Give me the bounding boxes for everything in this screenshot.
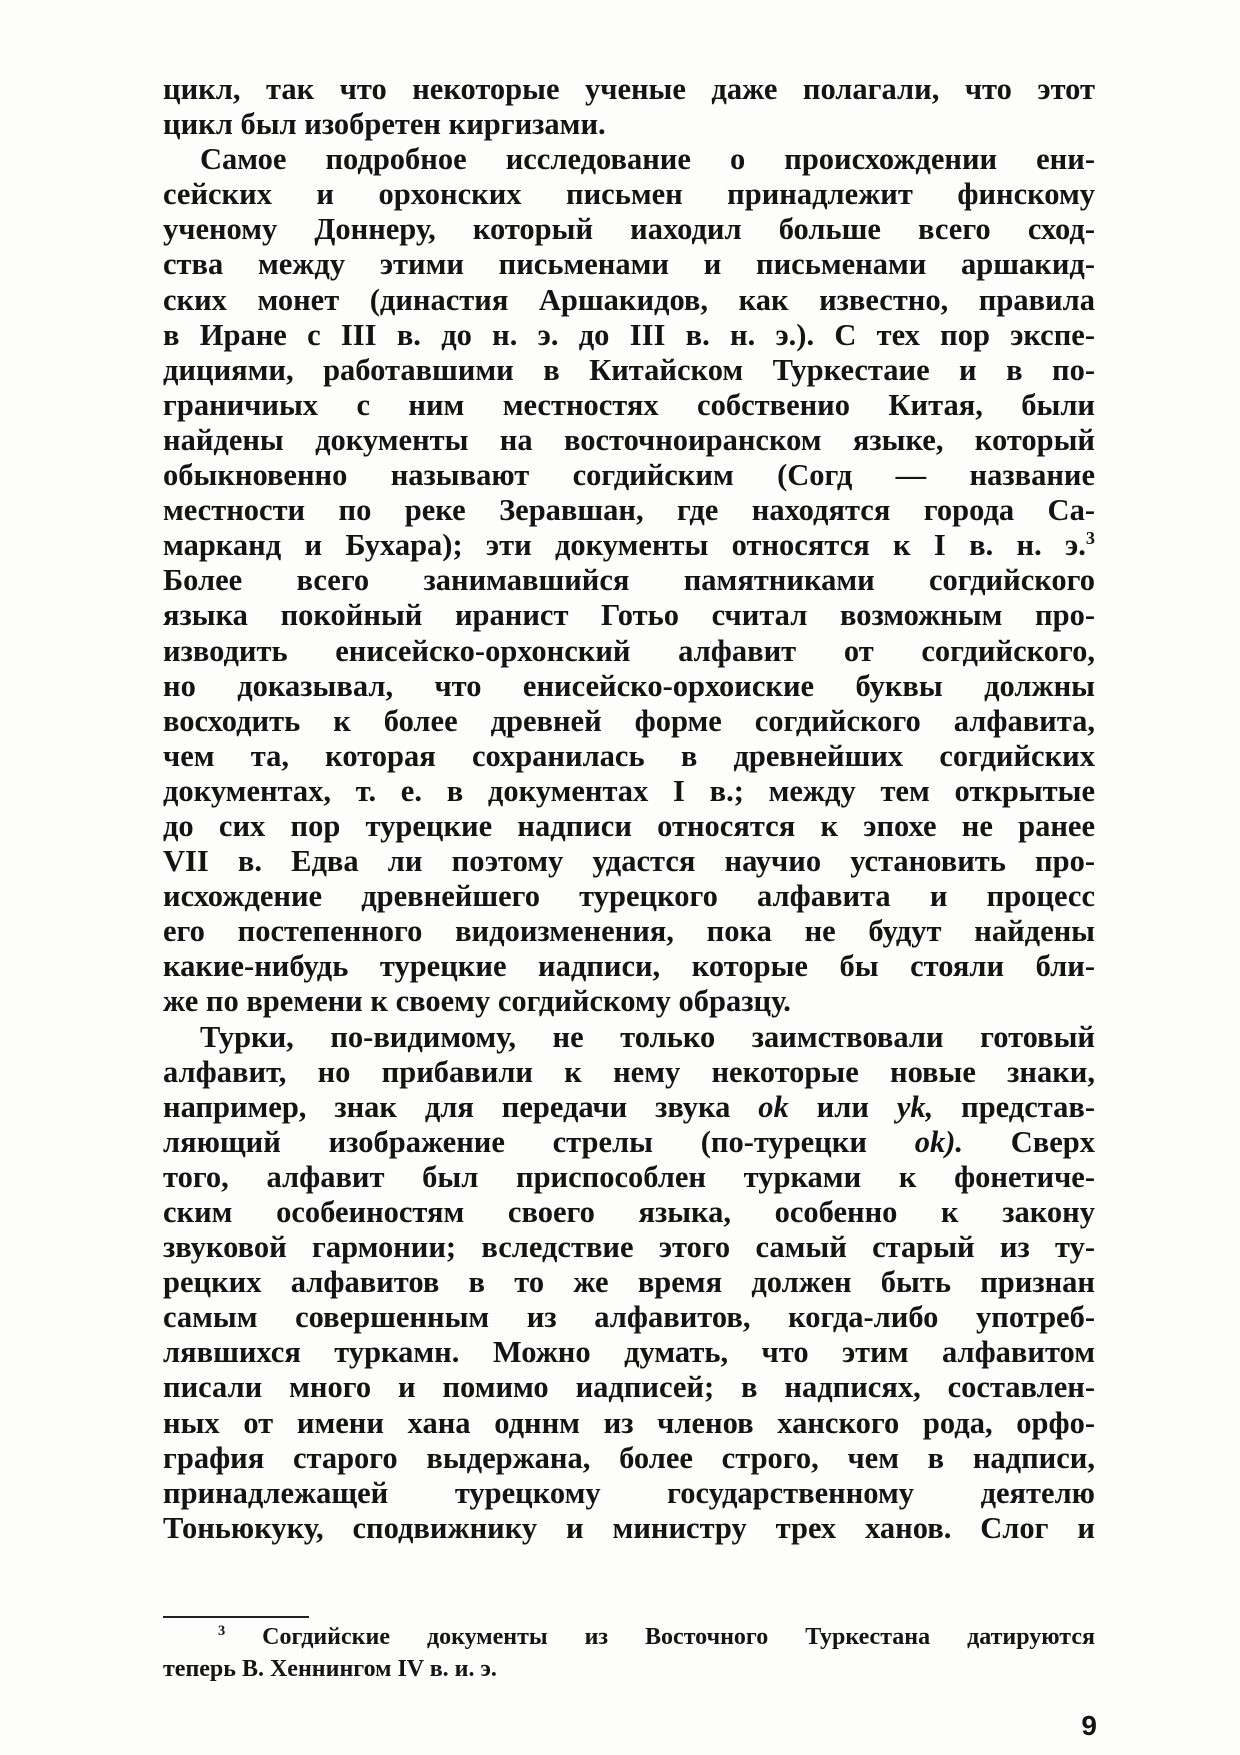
text-line: восходить к более древней форме согдийского алфавита,	[163, 703, 1095, 738]
text-line: того, алфавит был приспособлен турками к фонетиче-	[163, 1159, 1095, 1194]
text-line: ных от имени хана одннм из членов ханского рода, орфо-	[163, 1405, 1095, 1440]
text-line: Турки, по-видимому, не только заимствовали готовый	[200, 1019, 1095, 1054]
text-line: Более всего занимавшийся памятниками согдийского	[163, 563, 1095, 598]
text-line: найдены документы на восточноиранском языке, который	[163, 422, 1095, 457]
text-line: Самое подробное исследование о происхождении ени-	[200, 142, 1095, 177]
text-line: местности по реке Зеравшан, где находятся города Са-	[163, 493, 1095, 528]
text-line: языка покойный иранист Готьо считал возможным про-	[163, 598, 1095, 633]
text-line: звуковой гармонии; вследствие этого самый старый из ту-	[163, 1230, 1095, 1265]
text-line: исхождение древнейшего турецкого алфавита и процесс	[163, 879, 1095, 914]
footnote-reference: 3	[1085, 528, 1095, 549]
text-line: же по времени к своему согдийскому образцу.	[163, 984, 791, 1019]
text-line: какие-нибудь турецкие иадписи, которые бы стояли бли-	[163, 949, 1095, 984]
text-line: ства между этими письменами и письменами аршакид-	[163, 247, 1095, 282]
text-line: до сих пор турецкие надписи относятся к эпохе не ранее	[163, 808, 1095, 843]
text-line: в Иране с III в. до н. э. до III в. н. э.). С тех пор экспе-	[163, 317, 1095, 352]
text-line: граничиых с ним местностях собственио Китая, были	[163, 387, 1095, 422]
text-line: принадлежащей турецкому государственному деятелю	[163, 1475, 1095, 1510]
text-line: его постепенного видоизменения, пока не будут найдены	[163, 914, 1095, 949]
footnote-line: теперь В. Хеннингом IV в. и. э.	[163, 1656, 497, 1682]
text-line: Тоньюкуку, сподвижнику и министру трех ханов. Слог и	[163, 1510, 1095, 1545]
text-line: графия старого выдержана, более строго, чем в надписи,	[163, 1440, 1095, 1475]
text-line: например, знак для передачи звука ok или yk, представ-	[163, 1089, 1095, 1124]
text-line: лявшихся туркамн. Можно думать, что этим алфавитом	[163, 1335, 1095, 1370]
text-line: цикл был изобретен киргизами.	[163, 107, 606, 142]
text-line: обыкновенно называют согдийским (Согд — название	[163, 458, 1095, 493]
text-line: рецких алфавитов в то же время должен быть признан	[163, 1265, 1095, 1300]
text-line: дициями, работавшими в Китайском Туркестаие и в по-	[163, 352, 1095, 387]
text-line: но доказывал, что енисейско-орхоиские буквы должны	[163, 668, 1095, 703]
text-line: ских монет (династия Аршакидов, как известно, правила	[163, 282, 1095, 317]
main-text	[163, 72, 1095, 1546]
text-line: ученому Доннеру, который иаходил больше всего сход-	[163, 212, 1095, 247]
footnote	[163, 1621, 1095, 1685]
text-line: писали много и помимо иадписей; в надписях, составлен-	[163, 1370, 1095, 1405]
text-line: документах, т. е. в документах I в.; между тем открытые	[163, 773, 1095, 808]
text-line: марканд и Бухара); эти документы относятся к I в. н. э.$^3$	[163, 528, 1095, 563]
text-line: алфавит, но прибавили к нему некоторые новые знаки,	[163, 1054, 1095, 1089]
text-line: VII в. Едва ли поэтому удастся научио установить про-	[163, 844, 1095, 879]
text-line: самым совершенным из алфавитов, когда-либо употреб-	[163, 1300, 1095, 1335]
page-number: 9	[1081, 1710, 1097, 1741]
text-line: изводить енисейско-орхонский алфавит от согдийского,	[163, 633, 1095, 668]
footnote-marker: 3	[218, 1623, 226, 1639]
footnote-text: Согдийские документы из Восточного Туркестана датируются	[225, 1624, 1095, 1650]
text-line: цикл, так что некоторые ученые даже полагали, что этот	[163, 72, 1095, 106]
text-line: сейских и орхонских письмен принадлежит финскому	[163, 177, 1095, 212]
footnote-line	[163, 1621, 1095, 1653]
text-line: ским особеиностям своего языка, особенно к закону	[163, 1195, 1095, 1229]
text-line: ляющий изображение стрелы (по-турецки ok). Сверх	[163, 1124, 1095, 1159]
text-line: чем та, которая сохранилась в древнейших согдийских	[163, 738, 1095, 773]
footnote-separator	[163, 1616, 309, 1618]
